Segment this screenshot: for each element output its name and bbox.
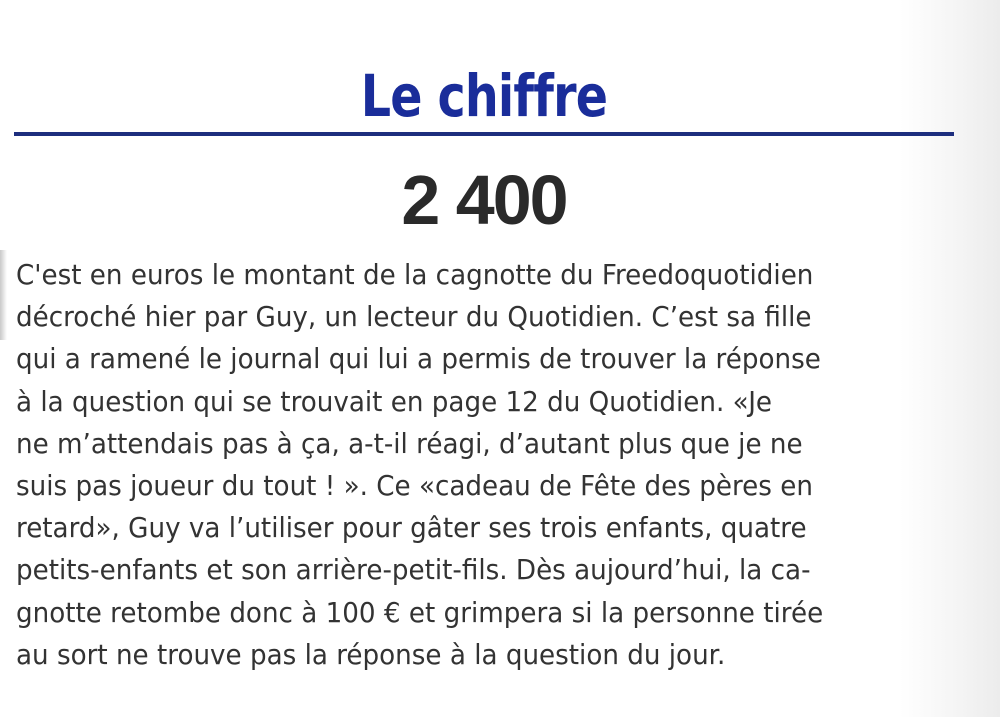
article-line: à la question qui se trouvait en page 12 du Quotidien. «Je xyxy=(16,384,773,418)
page-edge-shadow xyxy=(0,250,7,340)
article-line: décroché hier par Guy, un lecteur du Quotidien. C’est sa fille xyxy=(16,300,812,334)
article-line: petits-enfants et son arrière-petit-fils. Dès aujourd’hui, la ca- xyxy=(16,553,811,587)
article-line: au sort ne trouve pas la réponse à la question du jour. xyxy=(16,637,726,671)
section-heading: Le chiffre xyxy=(360,62,608,130)
article-body xyxy=(16,254,976,676)
article-line: retard», Guy va l’utiliser pour gâter ses trois enfants, quatre xyxy=(16,511,807,545)
article-line: C'est en euros le montant de la cagnotte du Freedoquotidien xyxy=(16,258,814,291)
key-figure: 2 400 xyxy=(401,161,567,239)
article-line: gnotte retombe donc à 100 € et grimpera si la personne tirée xyxy=(16,595,824,629)
article-line: qui a ramené le journal qui lui a permis de trouver la réponse xyxy=(16,342,821,376)
article-line: ne m’attendais pas à ça, a-t-il réagi, d’autant plus que je ne xyxy=(16,426,803,460)
article-line: suis pas joueur du tout ! ». Ce «cadeau de Fête des pères en xyxy=(16,469,813,503)
heading-rule xyxy=(14,132,954,136)
